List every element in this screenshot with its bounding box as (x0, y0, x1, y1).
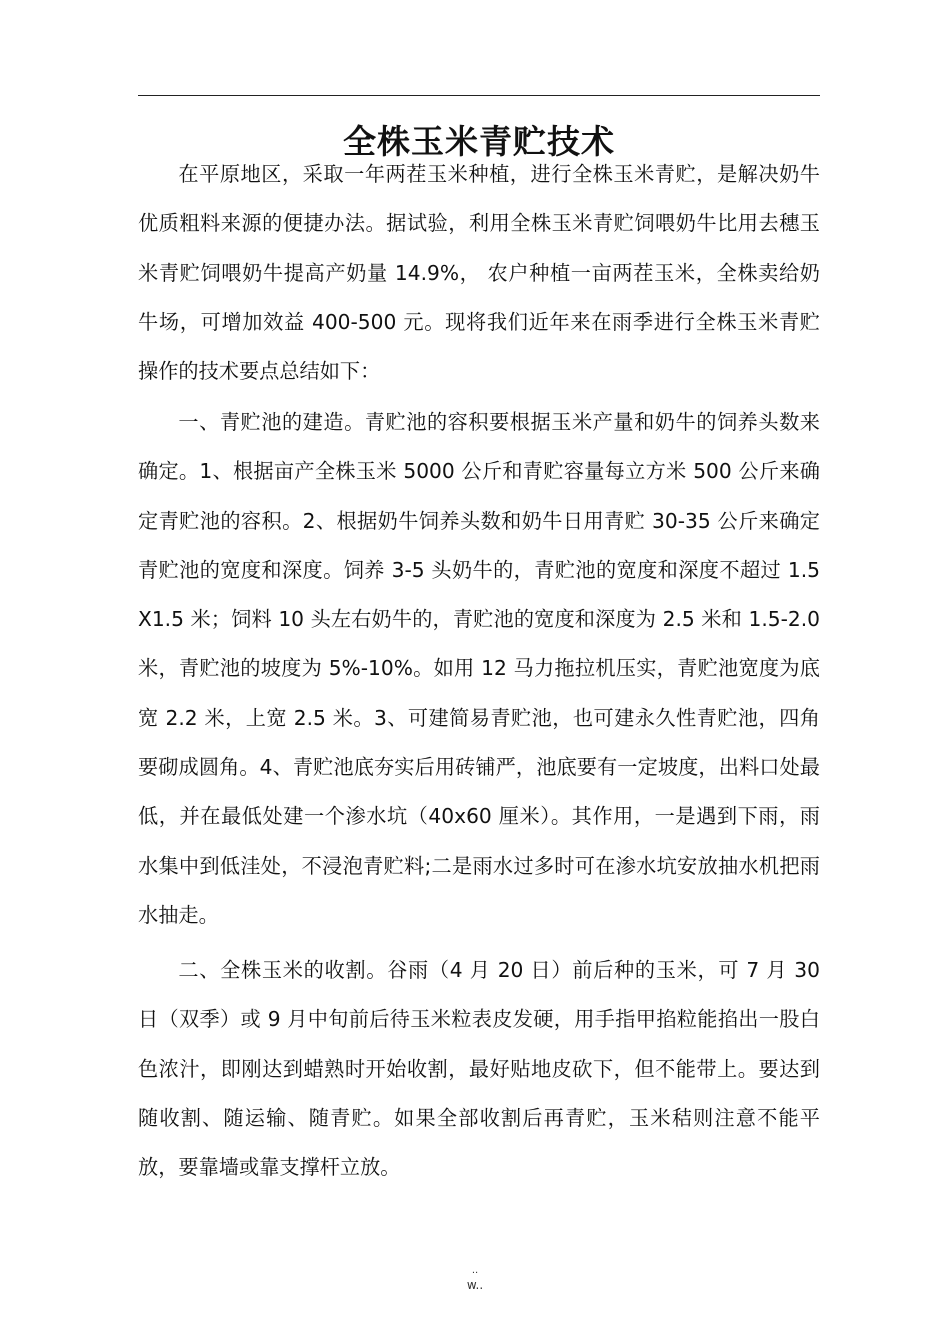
header-rule (138, 95, 820, 96)
footer-dots: .. (471, 1265, 479, 1276)
document-title: 全株玉米青贮技术 (343, 122, 615, 162)
paragraph-intro: 在平原地区，采取一年两茬玉米种植，进行全株玉米青贮，是解决奶牛优质粗料来源的便捷办法。据试验，利用全株玉米青贮饲喂奶牛比用去穗玉米青贮饲喂奶牛提高产奶量 14.9%， 农户种植一亩两茬玉米，全株卖给奶牛场，可增加效益 400-500 元。现将我们近年来在雨季进行全株玉米青贮操作的技术要点总结如下： (138, 162, 820, 384)
paragraph-harvest: 二、全株玉米的收割。谷雨（4 月 20 日）前后种的玉米，可 7 月 30 日（双季）或 9 月中旬前后待玉米粒表皮发硬，用手指甲掐粒能掐出一股白色浓汁，即刚达到蜡熟时开始收割，最好贴地皮砍下，但不能带上。要达到随收割、随运输、随青贮。如果全部收割后再青贮，玉米秸则注意不能平放，要靠墙或靠支撑杆立放。 (138, 958, 820, 1180)
paragraph-silo-construction: 一、青贮池的建造。青贮池的容积要根据玉米产量和奶牛的饲养头数来确定。1、根据亩产全株玉米 5000 公斤和青贮容量每立方米 500 公斤来确定青贮池的容积。2、根据奶牛饲养头数和奶牛日用青贮 30-35 公斤来确定青贮池的宽度和深度。饲养 3-5 头奶牛的，青贮池的宽度和深度不超过 1.5X1.5 米；饲料 10 头左右奶牛的，青贮池的宽度和深度为 2.5 米和 1.5-2.0 米，青贮池的坡度为 5%-10%。如用 12 马力拖拉机压实，青贮池宽度为底宽 2.2 米，上宽 2.5 米。3、可建简易青贮池，也可建永久性青贮池，四角要砌成圆角。4、青贮池底夯实后用砖铺严，池底要有一定坡度，出料口处最低，并在最低处建一个渗水坑（40x60 厘米）。其作用，一是遇到下雨，雨水集中到低洼处，不浸泡青贮料;二是雨水过多时可在渗水坑安放抽水机把雨水抽走。 (138, 410, 820, 927)
footer-text: w.. (466, 1278, 484, 1292)
